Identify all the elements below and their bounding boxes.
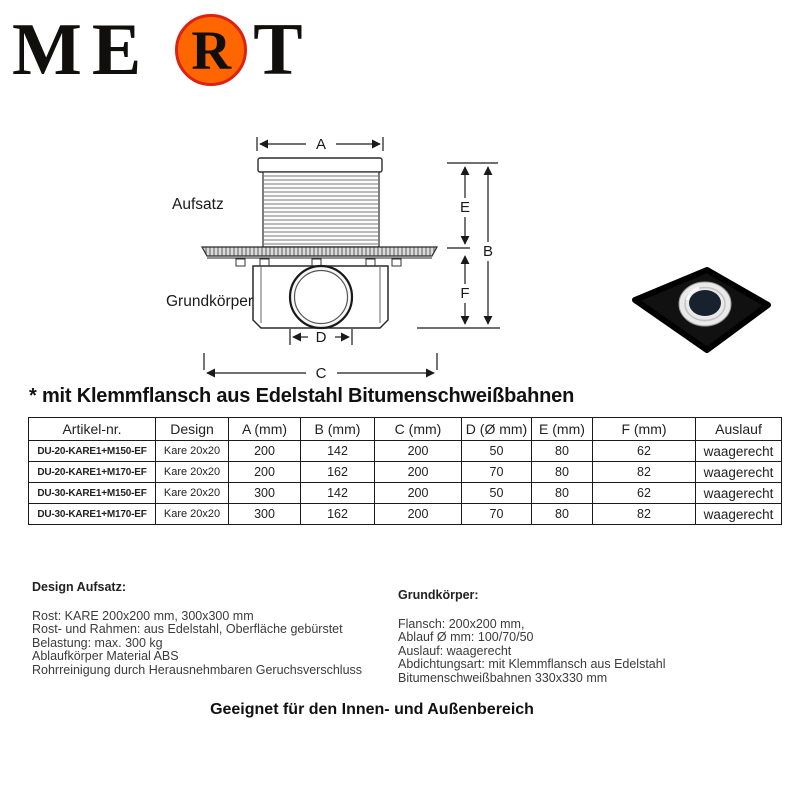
- cell-artikel: DU-20-KARE1+M150-EF: [29, 441, 156, 462]
- logo-letter-t: T: [253, 9, 303, 91]
- cell-artikel: DU-20-KARE1+M170-EF: [29, 462, 156, 483]
- table-header-row: [29, 418, 782, 441]
- header-cell-artikel: Artikel-nr.: [29, 418, 156, 441]
- spec-line: Rost- und Rahmen: aus Edelstahl, Oberfläche gebürstet: [32, 622, 343, 636]
- header-cell-e: E (mm): [532, 418, 593, 441]
- cell-auslauf: waagerecht: [696, 441, 782, 462]
- technical-diagram: [140, 130, 510, 392]
- logo-letter-e: E: [91, 9, 142, 91]
- outlet-pipe-shape: [290, 266, 352, 328]
- cell-artikel: DU-30-KARE1+M150-EF: [29, 483, 156, 504]
- spec-line: Ablaufkörper Material ABS: [32, 649, 179, 663]
- cell-design: Kare 20x20: [156, 462, 229, 483]
- header-cell-d: D (Ø mm): [462, 418, 532, 441]
- cell-f: 62: [593, 441, 696, 462]
- cell-c: 200: [375, 483, 462, 504]
- diagram-dim-d-label: D: [315, 329, 327, 346]
- diagram-dim-c-label: C: [315, 365, 327, 382]
- spec-line: Auslauf: waagerecht: [398, 643, 512, 658]
- cell-f: 82: [593, 462, 696, 483]
- spec-line: Abdichtungsart: mit Klemmflansch aus Edelstahl: [398, 657, 666, 671]
- flange-tabs: [236, 259, 401, 266]
- spec-line: Rohrreinigung durch Herausnehmbaren Geruchsverschluss: [32, 662, 363, 677]
- header-cell-c: C (mm): [375, 418, 462, 441]
- table-row: [29, 441, 782, 462]
- diagram-label-aufsatz: Aufsatz: [172, 196, 224, 213]
- design-aufsatz-block: [32, 581, 392, 677]
- header-cell-f: F (mm): [593, 418, 696, 441]
- spec-line: Ablauf Ø mm: 100/70/50: [398, 630, 534, 644]
- logo-letter-m: M: [12, 9, 82, 91]
- header-cell-b: B (mm): [301, 418, 375, 441]
- aufsatz-cap-shape: [258, 158, 382, 172]
- cell-e: 80: [532, 462, 593, 483]
- cell-d: 70: [462, 462, 532, 483]
- spec-table: [28, 417, 782, 525]
- cell-e: 80: [532, 441, 593, 462]
- cell-design: Kare 20x20: [156, 441, 229, 462]
- cell-a: 300: [229, 504, 301, 525]
- footer-note: Geeignet für den Innen- und Außenbereich: [210, 701, 534, 718]
- table-row: [29, 483, 782, 504]
- cell-auslauf: waagerecht: [696, 504, 782, 525]
- cell-c: 200: [375, 441, 462, 462]
- spec-line: Flansch: 200x200 mm,: [398, 616, 525, 631]
- diagram-dim-b-label: B: [482, 243, 494, 260]
- cell-e: 80: [532, 504, 593, 525]
- spec-line: Belastung: max. 300 kg: [32, 635, 163, 650]
- cell-design: Kare 20x20: [156, 483, 229, 504]
- spec-line: Rost: KARE 200x200 mm, 300x300 mm: [32, 608, 254, 623]
- cell-c: 200: [375, 504, 462, 525]
- cell-f: 82: [593, 504, 696, 525]
- cell-a: 300: [229, 483, 301, 504]
- spec-line: Bitumenschweißbahnen 330x330 mm: [398, 670, 608, 685]
- header-cell-a: A (mm): [229, 418, 301, 441]
- table-row: [29, 504, 782, 525]
- table-row: [29, 462, 782, 483]
- cell-design: Kare 20x20: [156, 504, 229, 525]
- drain-ring: [679, 282, 731, 326]
- flange-shape: [202, 247, 437, 258]
- cell-auslauf: waagerecht: [696, 483, 782, 504]
- grundkoerper-block: [398, 589, 783, 685]
- cell-b: 162: [301, 504, 375, 525]
- diagram-dim-e-label: E: [459, 199, 471, 216]
- header-cell-auslauf: Auslauf: [696, 418, 782, 441]
- cell-b: 162: [301, 462, 375, 483]
- cell-b: 142: [301, 441, 375, 462]
- cell-artikel: DU-30-KARE1+M170-EF: [29, 504, 156, 525]
- logo-r-circle: [175, 14, 247, 86]
- logo-letter-r: R: [191, 19, 232, 81]
- cell-auslauf: waagerecht: [696, 462, 782, 483]
- design-aufsatz-title: Design Aufsatz:: [32, 580, 126, 594]
- cell-d: 70: [462, 504, 532, 525]
- cell-e: 80: [532, 483, 593, 504]
- mert-logo: [12, 8, 313, 92]
- cell-b: 142: [301, 483, 375, 504]
- cell-d: 50: [462, 483, 532, 504]
- grundkoerper-title: Grundkörper:: [398, 588, 479, 602]
- product-note-heading: * mit Klemmflansch aus Edelstahl Bitumenschweißbahnen: [29, 385, 575, 407]
- product-photo: [612, 240, 800, 378]
- diagram-dim-f-label: F: [460, 285, 470, 302]
- diagram-label-grundkoerper: Grundkörper: [166, 293, 254, 310]
- cell-d: 50: [462, 441, 532, 462]
- cell-f: 62: [593, 483, 696, 504]
- cell-a: 200: [229, 441, 301, 462]
- cell-c: 200: [375, 462, 462, 483]
- header-cell-design: Design: [156, 418, 229, 441]
- diagram-dim-a-label: A: [315, 136, 327, 153]
- cell-a: 200: [229, 462, 301, 483]
